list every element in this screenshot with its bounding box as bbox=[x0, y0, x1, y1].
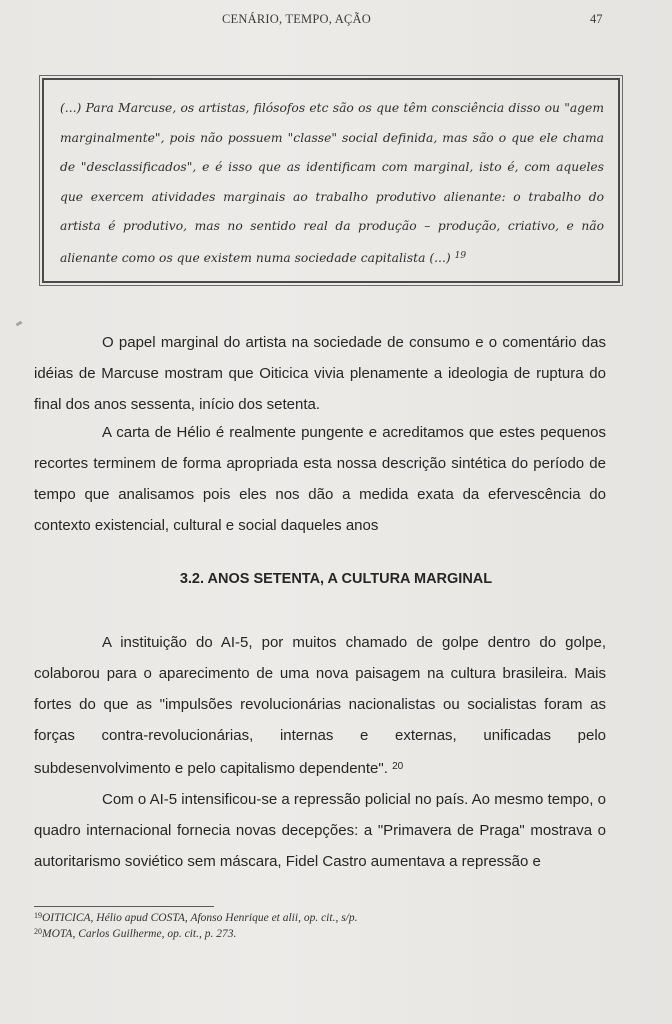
paragraph-3-body: A instituição do AI-5, por muitos chamado de golpe dentro do golpe, colaborou para o aparecimento de uma nova paisagem na cultura brasileira. Mais fortes do que as "impulsões revolucionárias nacionalistas ou socialistas foram as forças contra-revolucionárias, internas e externas, unificadas pelo subdesenvolvimento e pelo capitalismo dependente". bbox=[34, 634, 606, 777]
block-quote bbox=[42, 78, 620, 283]
footnote-divider bbox=[34, 906, 214, 907]
paragraph-3-text bbox=[34, 627, 606, 784]
footnote-20 bbox=[34, 925, 594, 941]
paragraph-1 bbox=[34, 327, 606, 420]
footnote-19 bbox=[34, 909, 594, 925]
block-quote-text bbox=[60, 94, 604, 273]
footnote-ref-19: 19 bbox=[454, 250, 467, 261]
page-number: 47 bbox=[590, 12, 603, 26]
paragraph-2-text: A carta de Hélio é realmente pungente e acreditamos que estes pequenos recortes terminem de forma apropriada esta nossa descrição sintética do período de tempo que analisamos pois eles nos dão a medida exata da efervescência do contexto existencial, cultural e social daqueles anos bbox=[34, 424, 606, 534]
paragraph-4-text: Com o AI-5 intensificou-se a repressão policial no país. Ao mesmo tempo, o quadro internacional fornecia novas decepções: a "Primavera de Praga" mostrava o autoritarismo soviético sem máscara, Fidel Castro aumentava a repressão e bbox=[34, 791, 606, 870]
footnotes bbox=[34, 909, 594, 941]
footnote-19-text: OITICICA, Hélio apud COSTA, Afonso Henrique et alii, op. cit., s/p. bbox=[42, 912, 358, 924]
paragraph-2 bbox=[34, 417, 606, 541]
footnote-ref-20: 20 bbox=[392, 761, 404, 772]
paragraph-3 bbox=[34, 627, 606, 784]
footnote-20-number: 20 bbox=[34, 927, 42, 936]
footnote-19-number: 19 bbox=[34, 911, 42, 920]
paragraph-1-text: O papel marginal do artista na sociedade de consumo e o comentário das idéias de Marcuse mostram que Oiticica vivia plenamente a ideologia de ruptura do final dos anos sessenta, início dos setenta. bbox=[34, 334, 606, 413]
section-heading: 3.2. ANOS SETENTA, A CULTURA MARGINAL bbox=[179, 571, 493, 587]
block-quote-body: (...) Para Marcuse, os artistas, filósofos etc são os que têm consciência disso ou "agem marginalmente", pois não possuem "classe" social definida, mas são o que ele chama de "desclassificados", e é isso que as identificam com marginal, isto é, com aqueles que exercem atividades marginais ao trabalho produtivo alienante: o trabalho do artista é produtivo, mas no sentido real da produção – produção, criativo, e não alienante como os que existem numa sociedade capitalista (...) bbox=[60, 101, 604, 265]
paragraph-4 bbox=[34, 784, 606, 877]
footnote-20-text: MOTA, Carlos Guilherme, op. cit., p. 273. bbox=[42, 928, 237, 940]
running-header bbox=[0, 12, 672, 32]
running-header-title: CENÁRIO, TEMPO, AÇÃO bbox=[222, 12, 371, 26]
stray-ink-mark bbox=[16, 321, 23, 327]
